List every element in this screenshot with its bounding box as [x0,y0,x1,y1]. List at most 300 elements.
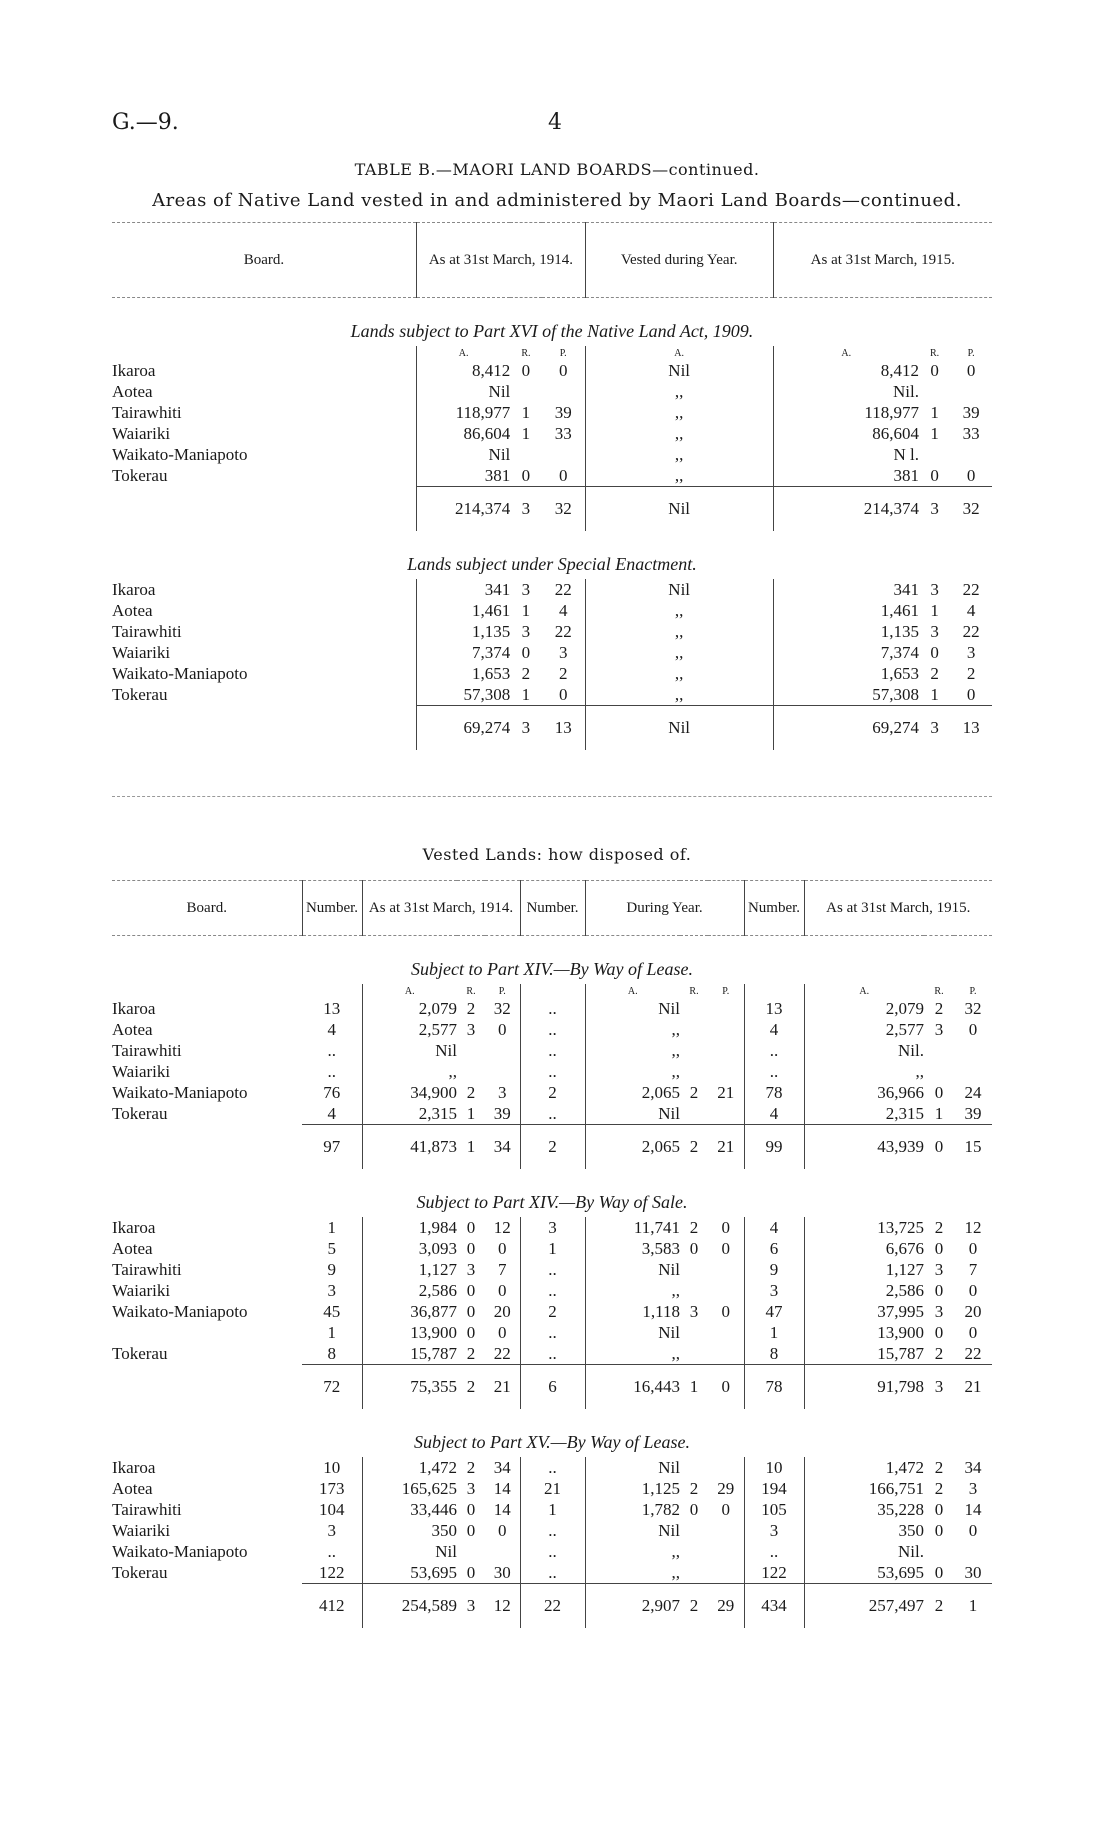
perches-1914: 22 [542,621,586,642]
acres-1914: 1,461 [472,600,511,620]
perches-1915: 22 [964,1343,982,1363]
page-number: 4 [548,110,562,135]
table-row [112,1082,992,1103]
acres-1914: Nil [488,381,511,401]
table-row [112,1322,992,1343]
number-during-year: 1 [520,1499,585,1520]
roods-during-year [680,1103,708,1125]
number-during-year: .. [520,1103,585,1125]
roods-1914: 0 [466,1217,476,1237]
board-name: Ikaroa [112,360,416,381]
table-row [112,1457,992,1478]
roods-1914: 0 [466,1562,476,1582]
number-1914: .. [302,1541,362,1562]
roods-1914: 2 [466,1343,476,1363]
board-name: Tokerau [112,1103,168,1123]
total-number-1914: 412 [302,1584,362,1629]
roods-1914: 2 [521,663,531,683]
roods-1915: 0 [930,360,939,380]
column-header-1914: As at 31st March, 1914. [362,881,520,936]
perches-1915: 0 [966,465,976,485]
section-rule [112,796,992,797]
perches-1914: 12 [485,1217,520,1238]
number-1915: 78 [744,1082,804,1103]
roods-1915: 2 [934,1343,944,1363]
perches-during-year: 0 [708,1217,744,1238]
roods-during-year [680,998,708,1019]
roods-1915: 2 [934,998,944,1018]
total-number-1914: 97 [302,1125,362,1170]
vested-during-year: ,, [585,402,773,423]
perches-1914: 39 [542,402,586,423]
board-name: Aotea [112,1478,153,1498]
roods-1915: 1 [930,684,939,704]
number-1914: 8 [302,1343,362,1365]
total-perches-during-year: 29 [708,1584,744,1629]
roods-1914 [457,1040,485,1061]
acres-1914: 1,984 [418,1217,457,1237]
roods-1915 [924,1040,954,1061]
acres-1914: 2,577 [418,1019,457,1039]
roods-during-year [680,1040,708,1061]
perches-during-year: 0 [708,1238,744,1259]
section-heading: Lands subject under Special Enactment. [407,554,697,574]
units-spacer [744,984,804,998]
acres-during-year: ,, [671,1562,680,1582]
roods-during-year [680,1280,708,1301]
number-1914: 3 [302,1280,362,1301]
table-row [112,579,992,600]
column-header-during-year: During Year. [585,881,744,936]
acres-1915: 1,135 [880,621,919,641]
total-roods-1915: 0 [924,1125,954,1170]
acres-1914: 15,787 [410,1343,457,1363]
unit-label: A. [627,985,638,997]
perches-1914: 22 [485,1343,520,1365]
acres-during-year: ,, [671,1343,680,1363]
table-row [112,1040,992,1061]
number-during-year: .. [520,1562,585,1584]
unit-label: R. [466,985,476,997]
acres-during-year: ,, [671,1280,680,1300]
table-row [112,1478,992,1499]
total-number-during-year: 6 [520,1365,585,1410]
total-spacer [112,1365,302,1410]
board-name: Tokerau [112,465,416,487]
roods-during-year: 0 [689,1499,699,1519]
table-row [112,1541,992,1562]
vested-during-year: Nil [585,579,773,600]
unit-label: P. [969,985,977,997]
section-heading: Subject to Part XV.—By Way of Lease. [414,1432,690,1452]
perches-1914: 7 [485,1259,520,1280]
vested-lands-title: Vested Lands: how disposed of. [422,845,692,864]
perches-1915: 0 [968,1322,978,1342]
number-1914: .. [302,1040,362,1061]
perches-1915: 0 [966,360,976,380]
number-1915: 3 [744,1280,804,1301]
number-1914: 45 [302,1301,362,1322]
table-row [112,1562,992,1584]
acres-1915: 341 [893,579,919,599]
acres-1915: 15,787 [877,1343,924,1363]
column-header-board: Board. [112,223,416,298]
acres-1915: ,, [915,1061,924,1081]
board-name: Aotea [112,381,416,402]
roods-1915: 3 [934,1259,944,1279]
roods-1914: 3 [466,1259,476,1279]
perches-1915: 22 [962,621,980,641]
roods-1914: 0 [466,1301,476,1321]
perches-during-year [708,1280,744,1301]
perches-1915 [954,1040,992,1061]
acres-1914: 2,079 [418,998,457,1018]
number-1915: 3 [744,1520,804,1541]
number-1915: 9 [744,1259,804,1280]
roods-1914: 1 [521,600,531,620]
board-name: Waiariki [112,1280,171,1300]
roods-1915: 2 [934,1217,944,1237]
roods-1915: 0 [934,1280,944,1300]
unit-label: A. [585,346,773,360]
perches-during-year: 21 [708,1082,744,1103]
acres-1914: 1,135 [472,621,511,641]
total-perches-1914: 12 [485,1584,520,1629]
perches-1915: 22 [962,579,980,599]
acres-1915: 86,604 [872,423,919,443]
number-during-year: 1 [520,1238,585,1259]
vested-during-year: ,, [585,684,773,706]
perches-during-year [708,1562,744,1584]
perches-1915: 2 [966,663,976,683]
table-title: TABLE B.—MAORI LAND BOARDS—continued. [354,160,760,179]
number-1915: 122 [744,1562,804,1584]
board-name: Tokerau [112,684,416,706]
total-roods-1914: 3 [510,487,541,532]
number-1914: 13 [302,998,362,1019]
perches-1914: 0 [485,1322,520,1343]
roods-during-year [680,1322,708,1343]
roods-1915: 0 [934,1562,944,1582]
perches-1915: 3 [966,642,976,662]
acres-1915: 36,966 [877,1082,924,1102]
perches-during-year [708,1019,744,1040]
acres-during-year: Nil [658,1520,680,1540]
acres-during-year: Nil [658,1103,680,1123]
acres-1914: 13,900 [410,1322,457,1342]
column-header-number-1915: Number. [744,881,804,936]
perches-1914: 0 [542,360,586,381]
perches-1914: 33 [542,423,586,444]
table-row [112,444,992,465]
perches-1915: 0 [968,1280,978,1300]
number-1914: 1 [302,1322,362,1343]
perches-during-year [708,1040,744,1061]
perches-1914 [485,1541,520,1562]
number-during-year: .. [520,1259,585,1280]
number-during-year: 2 [520,1082,585,1103]
roods-1914: 0 [466,1499,476,1519]
number-during-year: .. [520,1061,585,1082]
roods-1915: 2 [934,1457,944,1477]
vested-during-year: ,, [585,444,773,465]
roods-during-year [680,1520,708,1541]
total-perches-1915: 13 [950,706,992,751]
perches-1915: 3 [968,1478,978,1498]
section-heading: Subject to Part XIV.—By Way of Lease. [411,959,693,979]
number-1915: .. [744,1061,804,1082]
board-name: Waiariki [112,642,416,663]
units-spacer [112,984,302,998]
perches-1915: 14 [964,1499,982,1519]
perches-during-year: 29 [708,1478,744,1499]
board-name: Aotea [112,1238,153,1258]
acres-during-year: ,, [671,1061,680,1081]
perches-1914: 0 [485,1019,520,1040]
acres-during-year: Nil [658,1322,680,1342]
acres-during-year: 3,583 [641,1238,680,1258]
perches-1915: 0 [968,1019,978,1039]
roods-1914 [510,381,541,402]
number-1915: 6 [744,1238,804,1259]
perches-1914: 0 [542,465,586,487]
total-vested: Nil [585,706,773,751]
perches-1914: 39 [485,1103,520,1125]
roods-1915: 2 [930,663,939,683]
acres-1915: 6,676 [885,1238,924,1258]
native-land-areas-table [112,222,992,750]
number-1914: 76 [302,1082,362,1103]
number-1915: 10 [744,1457,804,1478]
board-name: Aotea [112,600,416,621]
acres-1915: 7,374 [880,642,919,662]
total-number-1915: 434 [744,1584,804,1629]
roods-1915: 0 [930,465,939,485]
acres-1915: 1,472 [885,1457,924,1477]
board-name: Waikato-Maniapoto [112,1082,248,1102]
total-acres-during-year: 2,907 [585,1584,680,1629]
table-row [112,663,992,684]
total-spacer [112,706,416,751]
table-row [112,1217,992,1238]
total-acres-during-year: 2,065 [585,1125,680,1170]
acres-1915: 8,412 [880,360,919,380]
total-roods-1915: 3 [924,1365,954,1410]
roods-1914: 0 [521,360,531,380]
vested-lands-disposal-table [112,880,992,1628]
column-header-1914: As at 31st March, 1914. [416,223,585,298]
acres-1915: 1,461 [880,600,919,620]
table-row [112,1280,992,1301]
number-during-year: .. [520,1343,585,1365]
perches-1914: 32 [485,998,520,1019]
table-row [112,360,992,381]
table-row [112,465,992,487]
section-heading: Subject to Part XIV.—By Way of Sale. [416,1192,688,1212]
total-spacer [112,487,416,532]
roods-1914: 0 [521,642,531,662]
perches-1914: 22 [542,579,586,600]
total-roods-1915: 3 [919,487,950,532]
roods-1915: 1 [930,402,939,422]
total-row [112,487,992,532]
column-header-number-1914: Number. [302,881,362,936]
roods-1915: 0 [934,1322,944,1342]
acres-1914: 165,625 [401,1478,457,1498]
column-header-number-year: Number. [520,881,585,936]
unit-label: A. [859,985,870,997]
total-acres-1915: 69,274 [773,706,919,751]
unit-label: A. [404,985,415,997]
roods-1915: 0 [934,1238,944,1258]
acres-1914: 3,093 [418,1238,457,1258]
number-1915: 194 [744,1478,804,1499]
table-row [112,381,992,402]
acres-1915: 1,127 [885,1259,924,1279]
number-during-year: 2 [520,1301,585,1322]
units-spacer [302,984,362,998]
perches-during-year: 0 [708,1301,744,1322]
acres-1914: 53,695 [410,1562,457,1582]
perches-1915: 34 [964,1457,982,1477]
roods-1914 [457,1541,485,1562]
acres-1915: Nil. [898,1040,924,1060]
acres-1915: 1,653 [880,663,919,683]
board-name: Waiariki [112,1061,171,1081]
total-perches-1915: 32 [950,487,992,532]
roods-1915 [924,1061,954,1082]
board-name [112,1322,302,1343]
roods-1915 [924,1541,954,1562]
board-name: Aotea [112,1019,153,1039]
acres-during-year: 1,118 [642,1301,680,1321]
roods-1915: 0 [934,1520,944,1540]
acres-1915: 37,995 [877,1301,924,1321]
roods-1914: 1 [521,402,531,422]
roods-1914: 0 [466,1520,476,1540]
number-1914: 9 [302,1259,362,1280]
total-number-during-year: 22 [520,1584,585,1629]
board-name: Tairawhiti [112,1259,182,1279]
number-1914: 122 [302,1562,362,1584]
table-subtitle: Areas of Native Land vested in and administered by Maori Land Boards—continued. [152,190,962,211]
perches-1914 [542,444,586,465]
perches-during-year [708,1520,744,1541]
unit-label: A. [841,347,852,359]
roods-1914: 0 [466,1280,476,1300]
vested-during-year: ,, [585,600,773,621]
total-roods-during-year: 1 [680,1365,708,1410]
board-name: Waiariki [112,1520,171,1540]
number-during-year: 3 [520,1217,585,1238]
total-row [112,1365,992,1410]
board-name: Tairawhiti [112,1040,182,1060]
column-header-1915: As at 31st March, 1915. [804,881,992,936]
board-name: Ikaroa [112,1457,156,1477]
table-row [112,1520,992,1541]
roods-1915: 1 [934,1103,944,1123]
board-name: Waikato-Maniapoto [112,1541,248,1561]
number-1914: 104 [302,1499,362,1520]
perches-1915: 30 [964,1562,982,1582]
total-spacer [112,1584,302,1629]
table-row [112,423,992,444]
perches-1915: 20 [964,1301,982,1321]
table-row [112,1238,992,1259]
acres-1915: 57,308 [872,684,919,704]
number-1915: 4 [744,1019,804,1040]
total-acres-1915: 257,497 [804,1584,924,1629]
unit-label: A. [458,347,469,359]
perches-1915 [954,1061,992,1082]
board-name: Tairawhiti [112,621,416,642]
total-roods-1914: 3 [510,706,541,751]
acres-1915: 13,900 [877,1322,924,1342]
board-name: Ikaroa [112,998,156,1018]
acres-1914: 1,653 [472,663,511,683]
total-acres-1914: 254,589 [362,1584,457,1629]
perches-1914: 0 [485,1280,520,1301]
total-roods-1915: 3 [919,706,950,751]
total-roods-1914: 3 [457,1584,485,1629]
roods-during-year [680,1259,708,1280]
column-header-board: Board. [112,881,302,936]
perches-1915: 39 [962,402,980,422]
acres-1914: 57,308 [463,684,511,704]
table-row [112,621,992,642]
number-during-year: .. [520,1280,585,1301]
unit-label: R. [521,347,531,359]
acres-1915: 350 [898,1520,924,1540]
roods-during-year [680,1541,708,1562]
acres-1914: 1,127 [418,1259,457,1279]
vested-during-year: ,, [585,642,773,663]
number-1914: .. [302,1061,362,1082]
roods-1915: 3 [930,579,939,599]
number-during-year: .. [520,1520,585,1541]
unit-label: R. [930,347,940,359]
number-1914: 4 [302,1103,362,1125]
total-perches-1914: 34 [485,1125,520,1170]
acres-1915: 2,577 [885,1019,924,1039]
acres-1915: 2,586 [885,1280,924,1300]
perches-during-year [708,1541,744,1562]
roods-1914: 3 [521,621,531,641]
perches-1914: 14 [485,1499,520,1520]
number-1914: 3 [302,1520,362,1541]
total-perches-1915: 1 [954,1584,992,1629]
perches-1915: 24 [964,1082,982,1102]
number-during-year: .. [520,1457,585,1478]
perches-1914: 20 [485,1301,520,1322]
table-row [112,1343,992,1365]
roods-1914: 3 [466,1019,476,1039]
number-1915: .. [744,1040,804,1061]
number-during-year: .. [520,1322,585,1343]
perches-1915: 7 [968,1259,978,1279]
unit-label: P. [485,984,520,998]
roods-1914: 2 [466,998,476,1018]
total-row [112,706,992,751]
number-during-year: .. [520,1019,585,1040]
acres-1914: 1,472 [418,1457,457,1477]
number-1914: 173 [302,1478,362,1499]
perches-1915: 0 [968,1238,978,1258]
number-1915: 8 [744,1343,804,1365]
total-acres-1914: 69,274 [416,706,510,751]
roods-1915: 3 [934,1301,944,1321]
column-header-vested: Vested during Year. [585,223,773,298]
